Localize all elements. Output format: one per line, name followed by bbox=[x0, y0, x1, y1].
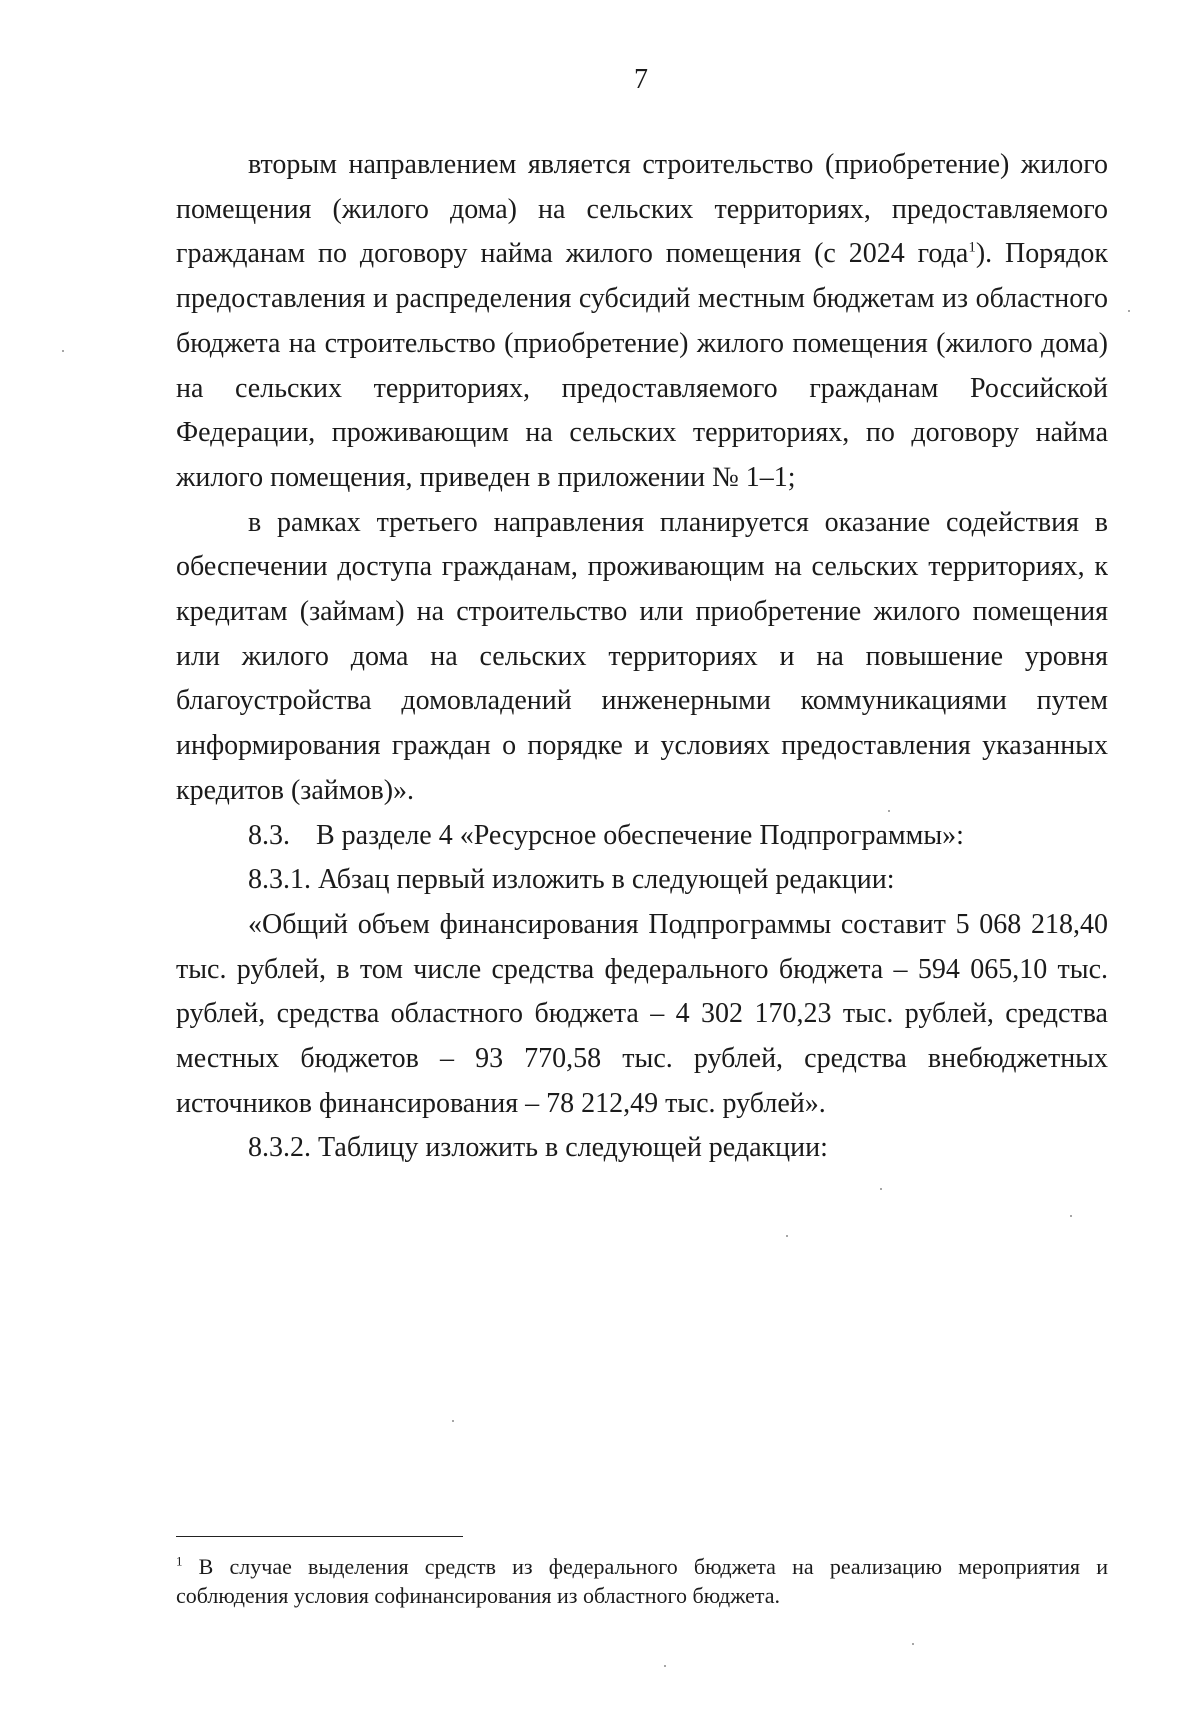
footnote-ref: 1 bbox=[968, 240, 976, 257]
scan-speck bbox=[912, 1643, 914, 1645]
scan-speck bbox=[62, 350, 64, 352]
scan-speck bbox=[452, 1420, 454, 1422]
paragraph-8-3-2: 8.3.2. Таблицу изложить в следующей редакции: bbox=[248, 1132, 828, 1164]
paragraph-8-3-1: 8.3.1. Абзац первый изложить в следующей редакции: bbox=[248, 864, 895, 896]
paragraph-third-direction: в рамках третьего направления планируется оказание содействия в обеспечении доступа гражданам, проживающим на сельских территориях, к кредитам (займам) на строительство или приобретение жилого помещения или жилого дома на сельских территориях и на повышение уровня благоустройства домовладений инженерными коммуникациями путем информирования граждан о порядке и условиях предоставления указанных кредитов (займов)». bbox=[176, 506, 1108, 806]
paragraph-funding: «Общий объем финансирования Подпрограммы составит 5 068 218,40 тыс. рублей, в том числе средства федерального бюджета – 594 065,10 тыс. рублей, средства областного бюджета – 4 302 170,23 тыс. рублей, средства местных бюджетов – 93 770,58 тыс. рублей, средства внебюджетных источников финансирования – 78 212,49 тыс. рублей». bbox=[176, 908, 1108, 1119]
paragraph-section-8-3 bbox=[176, 814, 1108, 859]
scan-speck bbox=[1128, 310, 1130, 312]
footnote bbox=[176, 1552, 1108, 1610]
scan-speck bbox=[880, 1188, 882, 1190]
scan-speck bbox=[786, 1235, 788, 1237]
section-number: 8.3. bbox=[248, 819, 290, 851]
page-number: 7 bbox=[634, 64, 648, 95]
scan-speck bbox=[664, 1665, 666, 1667]
paragraph-text: вторым направлением является строительство (приобретение) жилого помещения (жилого дома) на сельских территориях, предоставляемого гражданам по договору найма жилого помещения (с 2024 года bbox=[176, 149, 1108, 270]
paragraph-text: ). Порядок предоставления и распределения субсидий местным бюджетам из областного бюджета на строительство (приобретение) жилого помещения (жилого дома) на сельских территориях, предоставляемого гражданам Российской Федерации, проживающим на сельских территориях, по договору найма жилого помещения, приведен в приложении № 1–1; bbox=[176, 238, 1108, 493]
footnote-marker: 1 bbox=[176, 1553, 183, 1569]
paragraph-second-direction bbox=[176, 143, 1108, 501]
footnote-text: В случае выделения средств из федерального бюджета на реализацию мероприятия и соблюдения условия софинансирования из областного бюджета. bbox=[176, 1554, 1108, 1608]
section-text: В разделе 4 «Ресурсное обеспечение Подпрограммы»: bbox=[316, 819, 964, 851]
scan-speck bbox=[888, 810, 890, 812]
body-text bbox=[176, 143, 1108, 1171]
footnote-divider bbox=[176, 1536, 463, 1537]
scan-speck bbox=[1070, 1215, 1072, 1217]
